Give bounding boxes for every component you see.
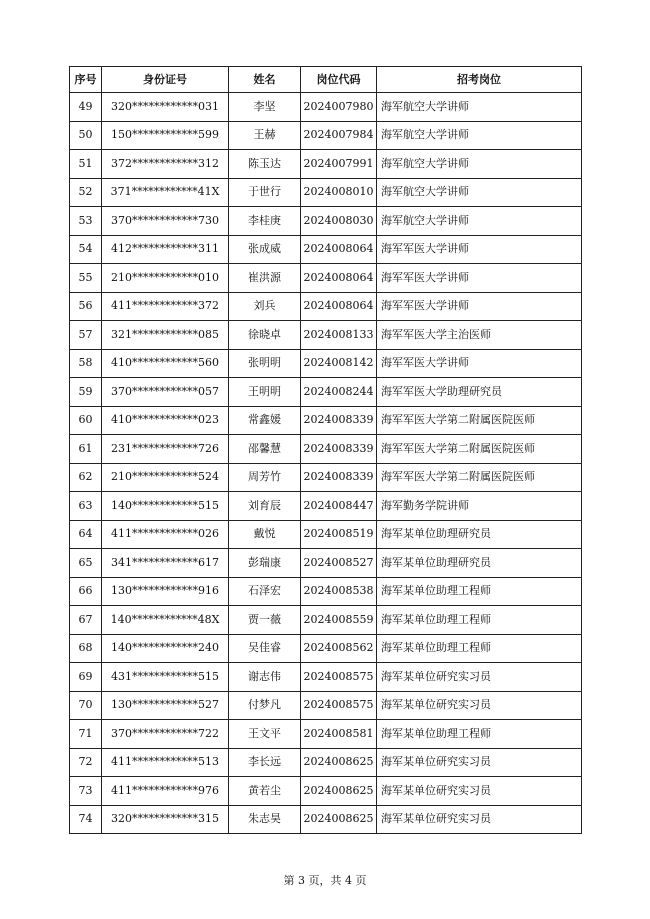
table-row <box>70 520 582 549</box>
cell-post-code: 2024008575 <box>301 663 377 692</box>
cell-post-code: 2024008244 <box>301 378 377 407</box>
table-row <box>70 634 582 663</box>
cell-post: 海军某单位研究实习员 <box>377 805 582 834</box>
cell-id-number: 130************527 <box>102 691 229 720</box>
table-row <box>70 606 582 635</box>
cell-post: 海军勤务学院讲师 <box>377 492 582 521</box>
cell-id-number: 370************730 <box>102 207 229 236</box>
cell-id-number: 210************524 <box>102 463 229 492</box>
cell-post-code: 2024008559 <box>301 606 377 635</box>
cell-name: 石泽宏 <box>229 577 301 606</box>
cell-post-code: 2024008519 <box>301 520 377 549</box>
cell-name: 崔洪源 <box>229 264 301 293</box>
table-row <box>70 321 582 350</box>
cell-id-number: 372************312 <box>102 150 229 179</box>
cell-serial: 71 <box>70 720 102 749</box>
table-row <box>70 264 582 293</box>
cell-name: 王赫 <box>229 121 301 150</box>
cell-serial: 50 <box>70 121 102 150</box>
cell-post: 海军航空大学讲师 <box>377 150 582 179</box>
table-row <box>70 150 582 179</box>
cell-post-code: 2024008562 <box>301 634 377 663</box>
header-post: 招考岗位 <box>377 67 582 93</box>
cell-post: 海军航空大学讲师 <box>377 93 582 122</box>
cell-serial: 58 <box>70 349 102 378</box>
candidate-table <box>69 66 582 834</box>
table-body <box>70 93 582 834</box>
cell-name: 贾一薇 <box>229 606 301 635</box>
cell-serial: 67 <box>70 606 102 635</box>
table-row <box>70 492 582 521</box>
cell-name: 付梦凡 <box>229 691 301 720</box>
cell-post-code: 2024008575 <box>301 691 377 720</box>
table-row <box>70 549 582 578</box>
cell-id-number: 411************372 <box>102 292 229 321</box>
cell-serial: 64 <box>70 520 102 549</box>
cell-post-code: 2024008538 <box>301 577 377 606</box>
cell-name: 陈玉达 <box>229 150 301 179</box>
cell-name: 刘育辰 <box>229 492 301 521</box>
table-row <box>70 93 582 122</box>
cell-post-code: 2024007991 <box>301 150 377 179</box>
cell-name: 李长远 <box>229 748 301 777</box>
cell-id-number: 370************722 <box>102 720 229 749</box>
cell-id-number: 150************599 <box>102 121 229 150</box>
cell-id-number: 231************726 <box>102 435 229 464</box>
cell-name: 吴佳睿 <box>229 634 301 663</box>
cell-post: 海军航空大学讲师 <box>377 207 582 236</box>
cell-id-number: 140************48X <box>102 606 229 635</box>
header-name: 姓名 <box>229 67 301 93</box>
cell-serial: 63 <box>70 492 102 521</box>
cell-id-number: 410************023 <box>102 406 229 435</box>
cell-post-code: 2024008133 <box>301 321 377 350</box>
cell-post: 海军某单位助理研究员 <box>377 520 582 549</box>
cell-name: 于世行 <box>229 178 301 207</box>
cell-name: 谢志伟 <box>229 663 301 692</box>
cell-post-code: 2024008064 <box>301 292 377 321</box>
table-row <box>70 378 582 407</box>
cell-serial: 59 <box>70 378 102 407</box>
cell-name: 李桂庚 <box>229 207 301 236</box>
cell-id-number: 140************515 <box>102 492 229 521</box>
cell-post-code: 2024008581 <box>301 720 377 749</box>
cell-serial: 66 <box>70 577 102 606</box>
cell-post-code: 2024008339 <box>301 463 377 492</box>
candidate-table-container <box>69 66 582 834</box>
cell-post-code: 2024008527 <box>301 549 377 578</box>
cell-post-code: 2024008625 <box>301 805 377 834</box>
header-id-number: 身份证号 <box>102 67 229 93</box>
cell-post: 海军某单位研究实习员 <box>377 691 582 720</box>
table-row <box>70 349 582 378</box>
table-row <box>70 207 582 236</box>
cell-id-number: 130************916 <box>102 577 229 606</box>
cell-name: 李坚 <box>229 93 301 122</box>
cell-post: 海军某单位研究实习员 <box>377 777 582 806</box>
cell-post: 海军某单位助理工程师 <box>377 577 582 606</box>
cell-post: 海军军医大学第二附属医院医师 <box>377 406 582 435</box>
cell-post: 海军航空大学讲师 <box>377 121 582 150</box>
cell-id-number: 320************031 <box>102 93 229 122</box>
cell-post-code: 2024008064 <box>301 235 377 264</box>
cell-post-code: 2024008625 <box>301 748 377 777</box>
cell-name: 张明明 <box>229 349 301 378</box>
header-post-code: 岗位代码 <box>301 67 377 93</box>
cell-post: 海军军医大学讲师 <box>377 235 582 264</box>
cell-post-code: 2024008339 <box>301 435 377 464</box>
cell-serial: 54 <box>70 235 102 264</box>
cell-id-number: 411************513 <box>102 748 229 777</box>
cell-post-code: 2024007984 <box>301 121 377 150</box>
cell-post: 海军某单位助理工程师 <box>377 720 582 749</box>
page-footer: 第 3 页，共 4 页 <box>283 874 367 887</box>
cell-id-number: 411************976 <box>102 777 229 806</box>
cell-post: 海军军医大学第二附属医院医师 <box>377 435 582 464</box>
cell-post-code: 2024008030 <box>301 207 377 236</box>
table-row <box>70 748 582 777</box>
cell-post: 海军军医大学讲师 <box>377 349 582 378</box>
cell-serial: 70 <box>70 691 102 720</box>
cell-post-code: 2024008142 <box>301 349 377 378</box>
cell-post-code: 2024007980 <box>301 93 377 122</box>
table-row <box>70 406 582 435</box>
cell-post: 海军某单位研究实习员 <box>377 748 582 777</box>
cell-id-number: 371************41X <box>102 178 229 207</box>
cell-post: 海军航空大学讲师 <box>377 178 582 207</box>
cell-name: 彭瑞康 <box>229 549 301 578</box>
cell-serial: 62 <box>70 463 102 492</box>
cell-post-code: 2024008064 <box>301 264 377 293</box>
cell-post: 海军某单位助理研究员 <box>377 549 582 578</box>
cell-id-number: 411************026 <box>102 520 229 549</box>
cell-post: 海军某单位研究实习员 <box>377 663 582 692</box>
header-serial: 序号 <box>70 67 102 93</box>
table-row <box>70 121 582 150</box>
table-row <box>70 178 582 207</box>
cell-post: 海军军医大学讲师 <box>377 264 582 293</box>
cell-serial: 73 <box>70 777 102 806</box>
table-row <box>70 235 582 264</box>
cell-id-number: 210************010 <box>102 264 229 293</box>
cell-post-code: 2024008625 <box>301 777 377 806</box>
cell-serial: 55 <box>70 264 102 293</box>
cell-post: 海军军医大学第二附属医院医师 <box>377 463 582 492</box>
cell-serial: 74 <box>70 805 102 834</box>
cell-post-code: 2024008447 <box>301 492 377 521</box>
cell-id-number: 320************315 <box>102 805 229 834</box>
table-row <box>70 577 582 606</box>
cell-name: 周芳竹 <box>229 463 301 492</box>
cell-name: 刘兵 <box>229 292 301 321</box>
cell-name: 戴悦 <box>229 520 301 549</box>
cell-name: 张成威 <box>229 235 301 264</box>
cell-serial: 49 <box>70 93 102 122</box>
table-row <box>70 691 582 720</box>
cell-post: 海军军医大学讲师 <box>377 292 582 321</box>
table-row <box>70 463 582 492</box>
cell-post: 海军军医大学助理研究员 <box>377 378 582 407</box>
cell-id-number: 140************240 <box>102 634 229 663</box>
cell-serial: 68 <box>70 634 102 663</box>
cell-serial: 61 <box>70 435 102 464</box>
table-row <box>70 663 582 692</box>
table-row <box>70 805 582 834</box>
table-row <box>70 720 582 749</box>
table-row <box>70 777 582 806</box>
cell-name: 徐晓卓 <box>229 321 301 350</box>
cell-id-number: 412************311 <box>102 235 229 264</box>
cell-id-number: 370************057 <box>102 378 229 407</box>
cell-serial: 56 <box>70 292 102 321</box>
table-header-row <box>70 67 582 93</box>
cell-name: 邵馨慧 <box>229 435 301 464</box>
cell-name: 王明明 <box>229 378 301 407</box>
cell-id-number: 321************085 <box>102 321 229 350</box>
cell-post-code: 2024008010 <box>301 178 377 207</box>
cell-post: 海军某单位助理工程师 <box>377 606 582 635</box>
table-row <box>70 292 582 321</box>
cell-serial: 57 <box>70 321 102 350</box>
cell-name: 朱志昊 <box>229 805 301 834</box>
cell-serial: 69 <box>70 663 102 692</box>
cell-name: 常鑫媛 <box>229 406 301 435</box>
cell-id-number: 431************515 <box>102 663 229 692</box>
cell-serial: 60 <box>70 406 102 435</box>
cell-id-number: 341************617 <box>102 549 229 578</box>
cell-post: 海军某单位助理工程师 <box>377 634 582 663</box>
table-row <box>70 435 582 464</box>
cell-serial: 72 <box>70 748 102 777</box>
cell-serial: 52 <box>70 178 102 207</box>
cell-post: 海军军医大学主治医师 <box>377 321 582 350</box>
cell-id-number: 410************560 <box>102 349 229 378</box>
cell-name: 王文平 <box>229 720 301 749</box>
cell-serial: 53 <box>70 207 102 236</box>
cell-serial: 65 <box>70 549 102 578</box>
cell-name: 黄若尘 <box>229 777 301 806</box>
cell-serial: 51 <box>70 150 102 179</box>
cell-post-code: 2024008339 <box>301 406 377 435</box>
